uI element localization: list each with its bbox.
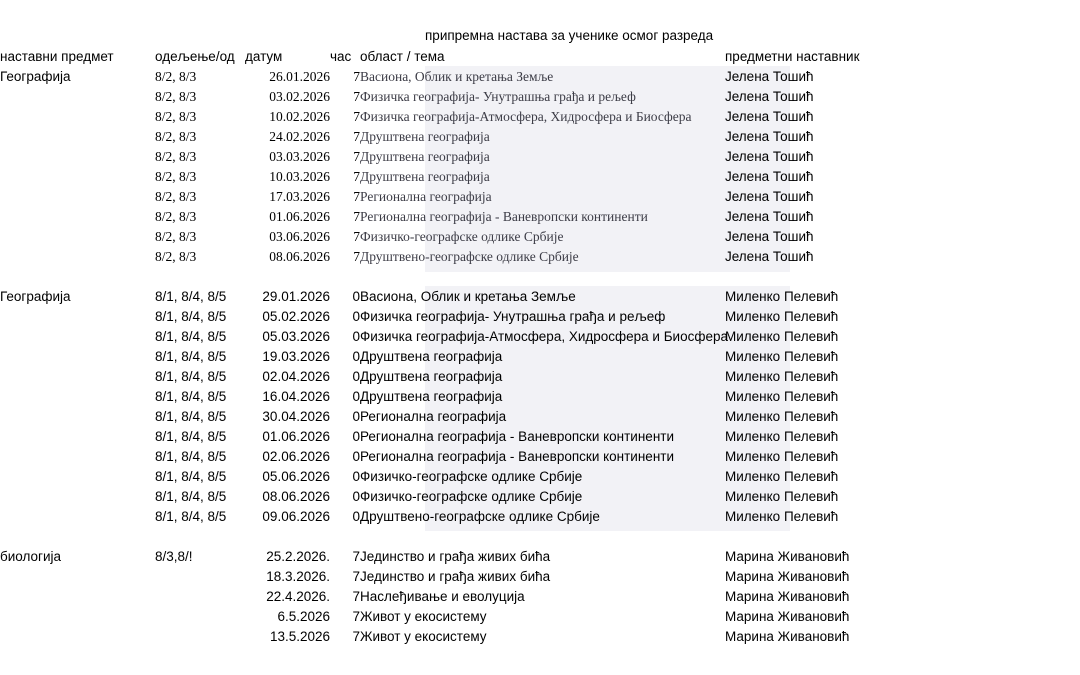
cell-topic: Регионална географија xyxy=(360,189,492,204)
table-header-row xyxy=(0,47,1080,67)
cell-topic: Друштвено-географске одлике Србије xyxy=(360,509,600,524)
cell-subject-empty xyxy=(0,147,155,167)
cell-class-code: 8/2, 8/3 xyxy=(155,169,197,184)
table-row[interactable] xyxy=(0,407,1080,427)
cell-date: 10.03.2026 xyxy=(269,169,330,184)
schedule-table xyxy=(0,47,1080,647)
table-row[interactable] xyxy=(0,107,1080,127)
cell-subject-empty xyxy=(0,87,155,107)
cell-subject-name: Географија xyxy=(0,289,71,304)
cell-subject-empty xyxy=(0,427,155,447)
cell-date: 30.04.2026 xyxy=(262,409,330,424)
cell-topic: Друштвена географија xyxy=(360,349,503,364)
cell-date: 05.02.2026 xyxy=(262,309,330,324)
cell-hour: 0 xyxy=(352,309,360,324)
cell-pad xyxy=(975,107,1080,127)
cell-date: 16.04.2026 xyxy=(262,389,330,404)
cell-subject-empty xyxy=(0,347,155,367)
cell-pad xyxy=(975,87,1080,107)
cell-hour: 0 xyxy=(352,429,360,444)
cell-class-code: 8/1, 8/4, 8/5 xyxy=(155,429,227,444)
cell-hour: 7 xyxy=(352,589,360,604)
cell-teacher-name: Јелена Тошић xyxy=(725,109,814,124)
cell-topic: Друштвена географија xyxy=(360,149,490,164)
cell-date: 22.4.2026. xyxy=(266,589,330,604)
cell-subject-empty xyxy=(0,227,155,247)
cell-date: 09.06.2026 xyxy=(262,509,330,524)
table-body xyxy=(0,67,1080,647)
cell-class-code: 8/2, 8/3 xyxy=(155,89,197,104)
cell-date: 05.03.2026 xyxy=(262,329,330,344)
cell-teacher-name: Миленко Пелевић xyxy=(725,449,839,464)
table-row[interactable] xyxy=(0,627,1080,647)
cell-subject-empty xyxy=(0,127,155,147)
cell-subject-name: биологија xyxy=(0,549,61,564)
cell-topic: Физичко-географске одлике Србије xyxy=(360,469,583,484)
cell-hour: 0 xyxy=(352,449,360,464)
table-row[interactable] xyxy=(0,587,1080,607)
cell-teacher-name: Јелена Тошић xyxy=(725,249,814,264)
cell-pad xyxy=(975,187,1080,207)
cell-subject-empty xyxy=(0,467,155,487)
cell-class-code: 8/3,8/! xyxy=(155,549,193,564)
cell-teacher-name: Миленко Пелевић xyxy=(725,369,839,384)
cell-teacher-name: Миленко Пелевић xyxy=(725,309,839,324)
cell-subject-empty xyxy=(0,447,155,467)
cell-subject-empty xyxy=(0,387,155,407)
table-row[interactable] xyxy=(0,427,1080,447)
cell-hour: 7 xyxy=(353,129,360,144)
column-header-hour: час xyxy=(330,49,352,64)
cell-subject-empty xyxy=(0,187,155,207)
cell-topic: Регионална географија xyxy=(360,409,507,424)
cell-topic: Јединство и грађа живих бића xyxy=(360,549,551,564)
cell-topic: Друштвена географија xyxy=(360,169,490,184)
cell-class-code: 8/1, 8/4, 8/5 xyxy=(155,409,227,424)
cell-topic: Физичко-географске одлике Србије xyxy=(360,229,564,244)
cell-class-code xyxy=(155,627,245,647)
cell-class-code: 8/1, 8/4, 8/5 xyxy=(155,489,227,504)
cell-topic: Живот у екосистему xyxy=(360,609,487,624)
cell-teacher-name: Миленко Пелевић xyxy=(725,469,839,484)
cell-class-code: 8/1, 8/4, 8/5 xyxy=(155,369,227,384)
cell-class-code xyxy=(155,587,245,607)
table-row[interactable] xyxy=(0,147,1080,167)
cell-teacher-name: Миленко Пелевић xyxy=(725,429,839,444)
cell-pad xyxy=(975,367,1080,387)
cell-pad xyxy=(975,147,1080,167)
cell-teacher-name: Миленко Пелевић xyxy=(725,389,839,404)
cell-topic: Физичка географија-Атмосфера, Хидросфера и Биосфера xyxy=(360,329,728,344)
table-row[interactable] xyxy=(0,287,1080,307)
cell-hour: 0 xyxy=(352,349,360,364)
cell-hour: 7 xyxy=(352,549,360,564)
cell-hour: 7 xyxy=(352,569,360,584)
cell-topic: Друштвено-географске одлике Србије xyxy=(360,249,579,264)
cell-pad xyxy=(975,287,1080,307)
cell-teacher-name: Марина Живановић xyxy=(725,629,850,644)
table-row[interactable] xyxy=(0,327,1080,347)
cell-topic: Васиона, Облик и кретања Земље xyxy=(360,289,576,304)
table-row[interactable] xyxy=(0,187,1080,207)
cell-hour: 7 xyxy=(352,609,360,624)
cell-hour: 7 xyxy=(353,249,360,264)
cell-class-code: 8/1, 8/4, 8/5 xyxy=(155,389,227,404)
table-row[interactable] xyxy=(0,367,1080,387)
cell-pad xyxy=(975,227,1080,247)
cell-class-code: 8/1, 8/4, 8/5 xyxy=(155,449,227,464)
cell-class-code: 8/2, 8/3 xyxy=(155,149,197,164)
cell-teacher-name: Јелена Тошић xyxy=(725,69,814,84)
cell-class-code: 8/2, 8/3 xyxy=(155,189,197,204)
cell-date: 03.06.2026 xyxy=(269,229,330,244)
cell-hour: 0 xyxy=(352,469,360,484)
cell-hour: 7 xyxy=(352,629,360,644)
cell-topic: Јединство и грађа живих бића xyxy=(360,569,551,584)
cell-pad xyxy=(975,607,1080,627)
block-spacer-cell xyxy=(0,527,1080,547)
column-header-date: датум xyxy=(245,49,283,64)
block-spacer-cell xyxy=(0,267,1080,287)
cell-topic: Регионална географија - Ваневропски континенти xyxy=(360,429,674,444)
cell-hour: 7 xyxy=(353,169,360,184)
cell-class-code: 8/2, 8/3 xyxy=(155,229,197,244)
cell-hour: 7 xyxy=(353,109,360,124)
cell-hour: 0 xyxy=(352,369,360,384)
column-header-class: одељење/од xyxy=(155,49,235,64)
cell-date: 25.2.2026. xyxy=(266,549,330,564)
cell-date: 02.06.2026 xyxy=(262,449,330,464)
cell-class-code: 8/2, 8/3 xyxy=(155,249,197,264)
cell-class-code: 8/1, 8/4, 8/5 xyxy=(155,509,227,524)
cell-date: 03.03.2026 xyxy=(269,149,330,164)
cell-pad xyxy=(975,247,1080,267)
table-row[interactable] xyxy=(0,67,1080,87)
cell-class-code: 8/1, 8/4, 8/5 xyxy=(155,289,227,304)
cell-hour: 0 xyxy=(352,409,360,424)
cell-pad xyxy=(975,347,1080,367)
cell-subject-empty xyxy=(0,507,155,527)
cell-hour: 7 xyxy=(353,209,360,224)
cell-pad xyxy=(975,487,1080,507)
cell-subject-empty xyxy=(0,107,155,127)
cell-class-code: 8/1, 8/4, 8/5 xyxy=(155,469,227,484)
cell-class-code xyxy=(155,567,245,587)
cell-pad xyxy=(975,587,1080,607)
cell-date: 13.5.2026 xyxy=(269,629,330,644)
cell-subject-empty xyxy=(0,627,155,647)
table-row[interactable] xyxy=(0,387,1080,407)
cell-pad xyxy=(975,127,1080,147)
cell-date: 19.03.2026 xyxy=(262,349,330,364)
cell-pad xyxy=(975,207,1080,227)
cell-subject-empty xyxy=(0,607,155,627)
cell-teacher-name: Марина Живановић xyxy=(725,549,850,564)
column-header-pad xyxy=(975,47,1080,67)
cell-date: 10.02.2026 xyxy=(269,109,330,124)
table-row[interactable] xyxy=(0,307,1080,327)
cell-topic: Физичка географија-Атмосфера, Хидросфера и Биосфера xyxy=(360,109,692,124)
cell-class-code: 8/1, 8/4, 8/5 xyxy=(155,329,227,344)
cell-teacher-name: Јелена Тошић xyxy=(725,209,814,224)
column-header-subject: наставни предмет xyxy=(0,49,114,64)
cell-class-code: 8/2, 8/3 xyxy=(155,69,197,84)
table-row[interactable] xyxy=(0,507,1080,527)
cell-subject-empty xyxy=(0,487,155,507)
cell-pad xyxy=(975,467,1080,487)
cell-date: 08.06.2026 xyxy=(269,249,330,264)
table-row[interactable] xyxy=(0,547,1080,567)
cell-hour: 0 xyxy=(352,329,360,344)
cell-subject-empty xyxy=(0,327,155,347)
cell-topic: Друштвена географија xyxy=(360,369,503,384)
cell-class-code: 8/2, 8/3 xyxy=(155,109,197,124)
cell-hour: 7 xyxy=(353,149,360,164)
cell-date: 24.02.2026 xyxy=(269,129,330,144)
cell-hour: 0 xyxy=(352,509,360,524)
cell-teacher-name: Јелена Тошић xyxy=(725,189,814,204)
cell-topic: Наслеђивање и еволуција xyxy=(360,589,525,604)
cell-hour: 7 xyxy=(353,89,360,104)
cell-date: 17.03.2026 xyxy=(269,189,330,204)
cell-class-code xyxy=(155,607,245,627)
cell-topic: Физичка географија- Унутрашња грађа и рељеф xyxy=(360,309,666,324)
cell-class-code: 8/1, 8/4, 8/5 xyxy=(155,349,227,364)
cell-teacher-name: Јелена Тошић xyxy=(725,129,814,144)
cell-teacher-name: Миленко Пелевић xyxy=(725,349,839,364)
cell-teacher-name: Марина Живановић xyxy=(725,589,850,604)
table-row[interactable] xyxy=(0,207,1080,227)
cell-pad xyxy=(975,447,1080,467)
cell-teacher-name: Марина Живановић xyxy=(725,609,850,624)
cell-hour: 0 xyxy=(352,389,360,404)
table-row[interactable] xyxy=(0,247,1080,267)
cell-class-code: 8/2, 8/3 xyxy=(155,129,197,144)
cell-date: 01.06.2026 xyxy=(269,209,330,224)
column-header-topic: област / тема xyxy=(360,49,445,64)
cell-subject-empty xyxy=(0,587,155,607)
cell-topic: Друштвена географија xyxy=(360,389,503,404)
cell-class-code: 8/1, 8/4, 8/5 xyxy=(155,309,227,324)
cell-date: 08.06.2026 xyxy=(262,489,330,504)
table-row[interactable] xyxy=(0,167,1080,187)
cell-topic: Живот у екосистему xyxy=(360,629,487,644)
cell-pad xyxy=(975,407,1080,427)
cell-subject-empty xyxy=(0,247,155,267)
cell-topic: Регионална географија - Ваневропски континенти xyxy=(360,449,674,464)
block-spacer-row xyxy=(0,527,1080,547)
cell-pad xyxy=(975,507,1080,527)
cell-pad xyxy=(975,567,1080,587)
cell-date: 02.04.2026 xyxy=(262,369,330,384)
cell-date: 6.5.2026 xyxy=(277,609,330,624)
cell-topic: Физичко-географске одлике Србије xyxy=(360,489,583,504)
table-row[interactable] xyxy=(0,127,1080,147)
cell-class-code: 8/2, 8/3 xyxy=(155,209,197,224)
table-row[interactable] xyxy=(0,87,1080,107)
cell-subject-empty xyxy=(0,307,155,327)
cell-teacher-name: Миленко Пелевић xyxy=(725,409,839,424)
cell-teacher-name: Марина Живановић xyxy=(725,569,850,584)
table-row[interactable] xyxy=(0,347,1080,367)
cell-teacher-name: Јелена Тошић xyxy=(725,89,814,104)
cell-pad xyxy=(975,67,1080,87)
cell-pad xyxy=(975,427,1080,447)
cell-subject-empty xyxy=(0,407,155,427)
cell-hour: 7 xyxy=(353,69,360,84)
cell-pad xyxy=(975,547,1080,567)
column-header-teacher: предметни наставник xyxy=(725,49,860,64)
table-row[interactable] xyxy=(0,447,1080,467)
cell-teacher-name: Миленко Пелевић xyxy=(725,489,839,504)
cell-subject-name: Географија xyxy=(0,69,71,84)
cell-teacher-name: Јелена Тошић xyxy=(725,149,814,164)
cell-subject-empty xyxy=(0,207,155,227)
cell-date: 18.3.2026. xyxy=(266,569,330,584)
cell-date: 29.01.2026 xyxy=(262,289,330,304)
block-spacer-row xyxy=(0,267,1080,287)
cell-topic: Регионална географија - Ваневропски континенти xyxy=(360,209,648,224)
page-title: припремна настава за ученике осмог разреда xyxy=(425,28,714,43)
table-row[interactable] xyxy=(0,567,1080,587)
table-row[interactable] xyxy=(0,607,1080,627)
cell-date: 03.02.2026 xyxy=(269,89,330,104)
cell-hour: 0 xyxy=(352,289,360,304)
cell-hour: 0 xyxy=(352,489,360,504)
cell-pad xyxy=(975,627,1080,647)
cell-pad xyxy=(975,327,1080,347)
cell-subject-empty xyxy=(0,367,155,387)
cell-topic: Друштвена географија xyxy=(360,129,490,144)
cell-date: 26.01.2026 xyxy=(269,69,330,84)
cell-hour: 7 xyxy=(353,229,360,244)
cell-pad xyxy=(975,307,1080,327)
cell-teacher-name: Миленко Пелевић xyxy=(725,289,839,304)
cell-date: 05.06.2026 xyxy=(262,469,330,484)
cell-date: 01.06.2026 xyxy=(262,429,330,444)
cell-teacher-name: Јелена Тошић xyxy=(725,229,814,244)
cell-hour: 7 xyxy=(353,189,360,204)
cell-subject-empty xyxy=(0,167,155,187)
table-row[interactable] xyxy=(0,467,1080,487)
cell-teacher-name: Јелена Тошић xyxy=(725,169,814,184)
cell-topic: Физичка географија- Унутрашња грађа и рељеф xyxy=(360,89,636,104)
cell-teacher-name: Миленко Пелевић xyxy=(725,509,839,524)
cell-teacher-name: Миленко Пелевић xyxy=(725,329,839,344)
cell-pad xyxy=(975,167,1080,187)
cell-subject-empty xyxy=(0,567,155,587)
table-row[interactable] xyxy=(0,227,1080,247)
cell-topic: Васиона, Облик и кретања Земље xyxy=(360,69,554,84)
table-row[interactable] xyxy=(0,487,1080,507)
cell-pad xyxy=(975,387,1080,407)
